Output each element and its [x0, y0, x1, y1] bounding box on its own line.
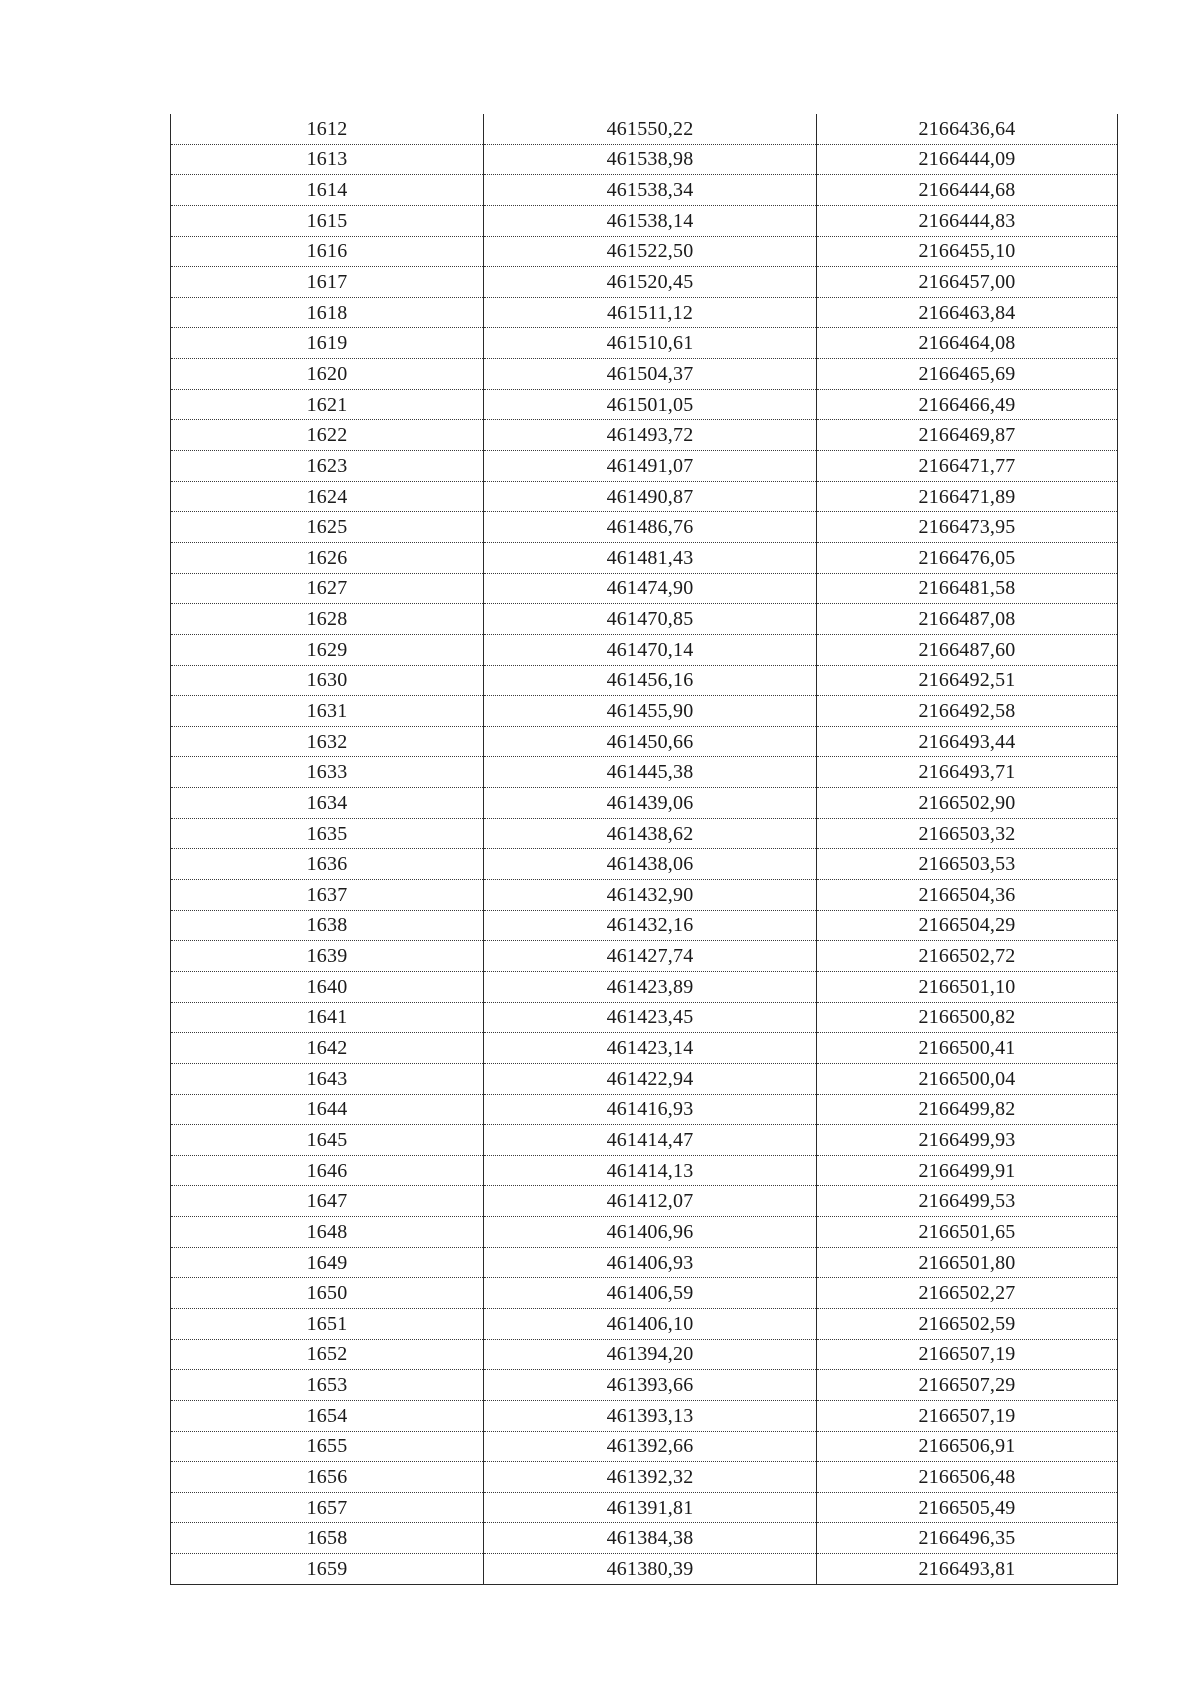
table-row: [171, 604, 1118, 635]
coordinates-table: [170, 114, 1118, 1585]
point-number-cell: 1657: [171, 1492, 484, 1523]
y-coordinate-cell: 2166464,08: [817, 328, 1118, 359]
y-coordinate-cell: 2166502,27: [817, 1278, 1118, 1309]
y-coordinate-cell: 2166444,83: [817, 205, 1118, 236]
x-coordinate-cell: 461414,47: [484, 1125, 817, 1156]
point-number-cell: 1641: [171, 1002, 484, 1033]
table-row: [171, 726, 1118, 757]
y-coordinate-cell: 2166507,19: [817, 1339, 1118, 1370]
point-number-cell: 1625: [171, 512, 484, 543]
point-number-cell: 1643: [171, 1063, 484, 1094]
table-row: [171, 297, 1118, 328]
x-coordinate-cell: 461393,66: [484, 1370, 817, 1401]
table-row: [171, 1278, 1118, 1309]
y-coordinate-cell: 2166444,68: [817, 175, 1118, 206]
point-number-cell: 1648: [171, 1217, 484, 1248]
y-coordinate-cell: 2166457,00: [817, 267, 1118, 298]
table-row: [171, 1462, 1118, 1493]
point-number-cell: 1649: [171, 1247, 484, 1278]
table-row: [171, 1217, 1118, 1248]
table-row: [171, 267, 1118, 298]
y-coordinate-cell: 2166504,36: [817, 880, 1118, 911]
x-coordinate-cell: 461439,06: [484, 788, 817, 819]
point-number-cell: 1640: [171, 971, 484, 1002]
y-coordinate-cell: 2166493,44: [817, 726, 1118, 757]
x-coordinate-cell: 461391,81: [484, 1492, 817, 1523]
x-coordinate-cell: 461538,14: [484, 205, 817, 236]
point-number-cell: 1612: [171, 114, 484, 144]
y-coordinate-cell: 2166506,91: [817, 1431, 1118, 1462]
y-coordinate-cell: 2166444,09: [817, 144, 1118, 175]
point-number-cell: 1631: [171, 696, 484, 727]
table-row: [171, 1186, 1118, 1217]
x-coordinate-cell: 461510,61: [484, 328, 817, 359]
point-number-cell: 1638: [171, 910, 484, 941]
y-coordinate-cell: 2166507,19: [817, 1400, 1118, 1431]
point-number-cell: 1633: [171, 757, 484, 788]
point-number-cell: 1651: [171, 1308, 484, 1339]
table-row: [171, 1492, 1118, 1523]
point-number-cell: 1636: [171, 849, 484, 880]
y-coordinate-cell: 2166507,29: [817, 1370, 1118, 1401]
y-coordinate-cell: 2166503,53: [817, 849, 1118, 880]
x-coordinate-cell: 461501,05: [484, 389, 817, 420]
y-coordinate-cell: 2166499,93: [817, 1125, 1118, 1156]
y-coordinate-cell: 2166504,29: [817, 910, 1118, 941]
x-coordinate-cell: 461392,66: [484, 1431, 817, 1462]
table-row: [171, 1339, 1118, 1370]
table-row: [171, 1155, 1118, 1186]
table-row: [171, 1094, 1118, 1125]
y-coordinate-cell: 2166465,69: [817, 359, 1118, 390]
x-coordinate-cell: 461486,76: [484, 512, 817, 543]
y-coordinate-cell: 2166473,95: [817, 512, 1118, 543]
point-number-cell: 1624: [171, 481, 484, 512]
table-row: [171, 1063, 1118, 1094]
y-coordinate-cell: 2166436,64: [817, 114, 1118, 144]
table-row: [171, 451, 1118, 482]
y-coordinate-cell: 2166502,59: [817, 1308, 1118, 1339]
x-coordinate-cell: 461406,96: [484, 1217, 817, 1248]
table-row: [171, 1400, 1118, 1431]
y-coordinate-cell: 2166505,49: [817, 1492, 1118, 1523]
y-coordinate-cell: 2166492,51: [817, 665, 1118, 696]
point-number-cell: 1656: [171, 1462, 484, 1493]
x-coordinate-cell: 461406,59: [484, 1278, 817, 1309]
point-number-cell: 1634: [171, 788, 484, 819]
x-coordinate-cell: 461427,74: [484, 941, 817, 972]
x-coordinate-cell: 461414,13: [484, 1155, 817, 1186]
table-row: [171, 1431, 1118, 1462]
point-number-cell: 1635: [171, 818, 484, 849]
coordinates-table-body: [171, 114, 1118, 1584]
y-coordinate-cell: 2166481,58: [817, 573, 1118, 604]
x-coordinate-cell: 461394,20: [484, 1339, 817, 1370]
table-row: [171, 634, 1118, 665]
x-coordinate-cell: 461456,16: [484, 665, 817, 696]
y-coordinate-cell: 2166499,53: [817, 1186, 1118, 1217]
point-number-cell: 1658: [171, 1523, 484, 1554]
table-row: [171, 1523, 1118, 1554]
point-number-cell: 1618: [171, 297, 484, 328]
y-coordinate-cell: 2166487,60: [817, 634, 1118, 665]
point-number-cell: 1659: [171, 1554, 484, 1585]
point-number-cell: 1647: [171, 1186, 484, 1217]
x-coordinate-cell: 461423,14: [484, 1033, 817, 1064]
point-number-cell: 1645: [171, 1125, 484, 1156]
x-coordinate-cell: 461432,16: [484, 910, 817, 941]
point-number-cell: 1654: [171, 1400, 484, 1431]
y-coordinate-cell: 2166469,87: [817, 420, 1118, 451]
y-coordinate-cell: 2166476,05: [817, 542, 1118, 573]
y-coordinate-cell: 2166471,77: [817, 451, 1118, 482]
y-coordinate-cell: 2166466,49: [817, 389, 1118, 420]
x-coordinate-cell: 461511,12: [484, 297, 817, 328]
point-number-cell: 1652: [171, 1339, 484, 1370]
point-number-cell: 1650: [171, 1278, 484, 1309]
x-coordinate-cell: 461538,34: [484, 175, 817, 206]
point-number-cell: 1655: [171, 1431, 484, 1462]
y-coordinate-cell: 2166499,91: [817, 1155, 1118, 1186]
table-row: [171, 696, 1118, 727]
y-coordinate-cell: 2166493,81: [817, 1554, 1118, 1585]
table-row: [171, 175, 1118, 206]
x-coordinate-cell: 461406,10: [484, 1308, 817, 1339]
point-number-cell: 1642: [171, 1033, 484, 1064]
y-coordinate-cell: 2166506,48: [817, 1462, 1118, 1493]
y-coordinate-cell: 2166501,10: [817, 971, 1118, 1002]
table-row: [171, 389, 1118, 420]
table-row: [171, 1308, 1118, 1339]
y-coordinate-cell: 2166501,80: [817, 1247, 1118, 1278]
x-coordinate-cell: 461491,07: [484, 451, 817, 482]
x-coordinate-cell: 461490,87: [484, 481, 817, 512]
y-coordinate-cell: 2166500,82: [817, 1002, 1118, 1033]
table-row: [171, 757, 1118, 788]
point-number-cell: 1623: [171, 451, 484, 482]
x-coordinate-cell: 461423,45: [484, 1002, 817, 1033]
x-coordinate-cell: 461423,89: [484, 971, 817, 1002]
table-row: [171, 328, 1118, 359]
point-number-cell: 1616: [171, 236, 484, 267]
x-coordinate-cell: 461392,32: [484, 1462, 817, 1493]
table-row: [171, 910, 1118, 941]
table-row: [171, 512, 1118, 543]
x-coordinate-cell: 461393,13: [484, 1400, 817, 1431]
y-coordinate-cell: 2166502,72: [817, 941, 1118, 972]
table-row: [171, 849, 1118, 880]
x-coordinate-cell: 461416,93: [484, 1094, 817, 1125]
point-number-cell: 1622: [171, 420, 484, 451]
y-coordinate-cell: 2166500,04: [817, 1063, 1118, 1094]
x-coordinate-cell: 461520,45: [484, 267, 817, 298]
y-coordinate-cell: 2166455,10: [817, 236, 1118, 267]
table-row: [171, 359, 1118, 390]
table-row: [171, 788, 1118, 819]
point-number-cell: 1653: [171, 1370, 484, 1401]
x-coordinate-cell: 461504,37: [484, 359, 817, 390]
x-coordinate-cell: 461412,07: [484, 1186, 817, 1217]
x-coordinate-cell: 461522,50: [484, 236, 817, 267]
y-coordinate-cell: 2166501,65: [817, 1217, 1118, 1248]
x-coordinate-cell: 461432,90: [484, 880, 817, 911]
x-coordinate-cell: 461470,85: [484, 604, 817, 635]
point-number-cell: 1646: [171, 1155, 484, 1186]
table-row: [171, 1370, 1118, 1401]
table-row: [171, 1247, 1118, 1278]
x-coordinate-cell: 461438,62: [484, 818, 817, 849]
x-coordinate-cell: 461474,90: [484, 573, 817, 604]
y-coordinate-cell: 2166502,90: [817, 788, 1118, 819]
table-row: [171, 818, 1118, 849]
y-coordinate-cell: 2166487,08: [817, 604, 1118, 635]
table-row: [171, 236, 1118, 267]
point-number-cell: 1627: [171, 573, 484, 604]
x-coordinate-cell: 461450,66: [484, 726, 817, 757]
x-coordinate-cell: 461406,93: [484, 1247, 817, 1278]
x-coordinate-cell: 461455,90: [484, 696, 817, 727]
point-number-cell: 1620: [171, 359, 484, 390]
table-row: [171, 542, 1118, 573]
table-row: [171, 941, 1118, 972]
x-coordinate-cell: 461481,43: [484, 542, 817, 573]
x-coordinate-cell: 461550,22: [484, 114, 817, 144]
x-coordinate-cell: 461538,98: [484, 144, 817, 175]
point-number-cell: 1644: [171, 1094, 484, 1125]
point-number-cell: 1632: [171, 726, 484, 757]
point-number-cell: 1617: [171, 267, 484, 298]
y-coordinate-cell: 2166471,89: [817, 481, 1118, 512]
point-number-cell: 1621: [171, 389, 484, 420]
point-number-cell: 1628: [171, 604, 484, 635]
y-coordinate-cell: 2166496,35: [817, 1523, 1118, 1554]
table-row: [171, 481, 1118, 512]
table-row: [171, 205, 1118, 236]
y-coordinate-cell: 2166492,58: [817, 696, 1118, 727]
x-coordinate-cell: 461422,94: [484, 1063, 817, 1094]
point-number-cell: 1630: [171, 665, 484, 696]
x-coordinate-cell: 461438,06: [484, 849, 817, 880]
x-coordinate-cell: 461493,72: [484, 420, 817, 451]
y-coordinate-cell: 2166463,84: [817, 297, 1118, 328]
table-row: [171, 1125, 1118, 1156]
point-number-cell: 1619: [171, 328, 484, 359]
point-number-cell: 1639: [171, 941, 484, 972]
y-coordinate-cell: 2166493,71: [817, 757, 1118, 788]
point-number-cell: 1614: [171, 175, 484, 206]
y-coordinate-cell: 2166500,41: [817, 1033, 1118, 1064]
table-row: [171, 665, 1118, 696]
table-row: [171, 114, 1118, 144]
x-coordinate-cell: 461384,38: [484, 1523, 817, 1554]
table-row: [171, 144, 1118, 175]
table-row: [171, 1554, 1118, 1585]
y-coordinate-cell: 2166499,82: [817, 1094, 1118, 1125]
table-row: [171, 573, 1118, 604]
point-number-cell: 1615: [171, 205, 484, 236]
point-number-cell: 1637: [171, 880, 484, 911]
point-number-cell: 1626: [171, 542, 484, 573]
table-row: [171, 880, 1118, 911]
table-row: [171, 1033, 1118, 1064]
x-coordinate-cell: 461445,38: [484, 757, 817, 788]
x-coordinate-cell: 461380,39: [484, 1554, 817, 1585]
table-row: [171, 971, 1118, 1002]
table-row: [171, 420, 1118, 451]
point-number-cell: 1613: [171, 144, 484, 175]
y-coordinate-cell: 2166503,32: [817, 818, 1118, 849]
point-number-cell: 1629: [171, 634, 484, 665]
table-row: [171, 1002, 1118, 1033]
x-coordinate-cell: 461470,14: [484, 634, 817, 665]
